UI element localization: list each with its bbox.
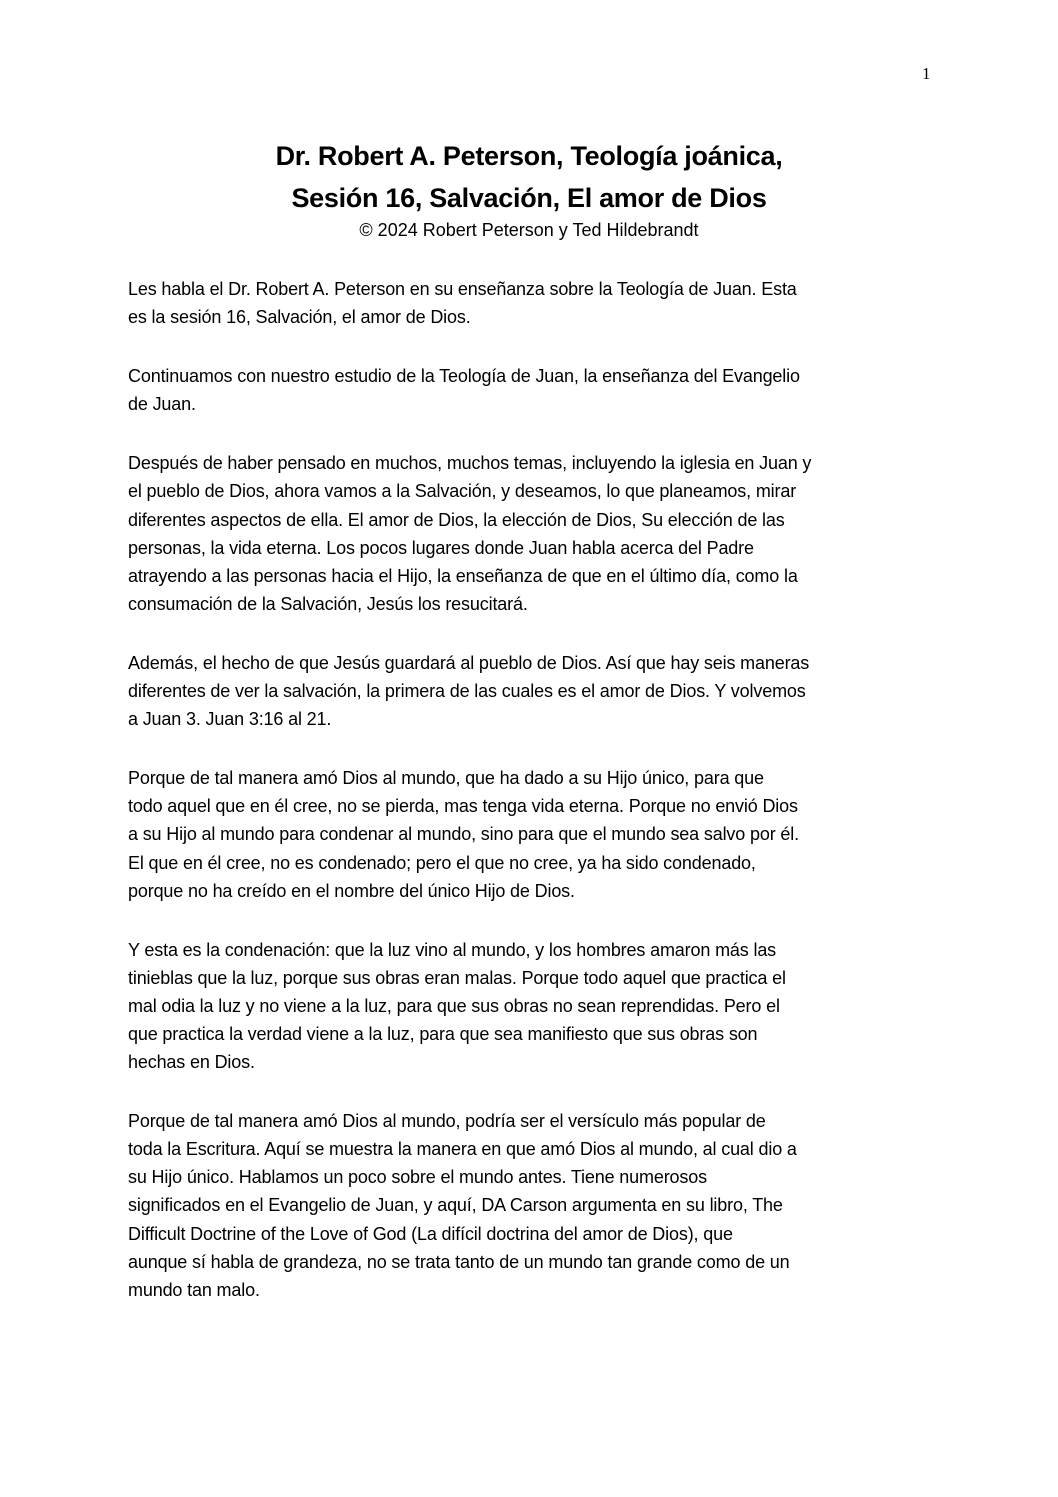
- text-line: todo aquel que en él cree, no se pierda, mas tenga vida eterna. Porque no envió Dios: [128, 796, 798, 817]
- text-line: tinieblas que la luz, porque sus obras eran malas. Porque todo aquel que practica el: [128, 967, 786, 988]
- page-number: 1: [922, 64, 931, 83]
- text-line: Les habla el Dr. Robert A. Peterson en su enseñanza sobre la Teología de Juan. Esta: [128, 279, 797, 299]
- text-line: Y esta es la condenación: que la luz vino al mundo, y los hombres amaron más las: [128, 939, 777, 960]
- text-line: el pueblo de Dios, ahora vamos a la Salvación, y deseamos, lo que planeamos, mirar: [128, 481, 797, 502]
- paragraph: [128, 275, 928, 331]
- paragraph: [128, 649, 928, 733]
- text-line: porque no ha creído en el nombre del único Hijo de Dios.: [128, 880, 575, 901]
- text-line: diferentes de ver la salvación, la primera de las cuales es el amor de Dios. Y volvemos: [128, 681, 806, 702]
- paragraph: [128, 449, 928, 618]
- paragraph: [128, 936, 928, 1076]
- text-line: hechas en Dios.: [128, 1052, 255, 1073]
- text-line: Además, el hecho de que Jesús guardará al pueblo de Dios. Así que hay seis maneras: [128, 652, 810, 673]
- text-line: Porque de tal manera amó Dios al mundo, que ha dado a su Hijo único, para que: [128, 768, 764, 789]
- text-line: Continuamos con nuestro estudio de la Teología de Juan, la enseñanza del Evangelio: [128, 366, 800, 387]
- text-line: consumación de la Salvación, Jesús los resucitará.: [128, 593, 528, 614]
- text-line: significados en el Evangelio de Juan, y aquí, DA Carson argumenta en su libro, The: [128, 1195, 783, 1216]
- text-line: es la sesión 16, Salvación, el amor de Dios.: [128, 307, 471, 328]
- text-line: diferentes aspectos de ella. El amor de Dios, la elección de Dios, Su elección de las: [128, 509, 785, 530]
- text-line: mundo tan malo.: [128, 1279, 260, 1300]
- text-line: aunque sí habla de grandeza, no se trata tanto de un mundo tan grande como de un: [128, 1251, 790, 1272]
- copyright-line: © 2024 Robert Peterson y Ted Hildebrandt: [359, 220, 699, 240]
- text-line: de Juan.: [128, 394, 196, 415]
- paragraph: [128, 1107, 928, 1304]
- text-line: que practica la verdad viene a la luz, para que sea manifiesto que sus obras son: [128, 1023, 758, 1044]
- title-line: Dr. Robert A. Peterson, Teología joánica,: [275, 141, 783, 171]
- text-line: a su Hijo al mundo para condenar al mundo, sino para que el mundo sea salvo por él.: [128, 824, 799, 845]
- title-line: Sesión 16, Salvación, El amor de Dios: [291, 183, 767, 213]
- document-body: [128, 275, 928, 1335]
- paragraph: [128, 764, 928, 904]
- text-line: Después de haber pensado en muchos, muchos temas, incluyendo la iglesia en Juan y: [128, 453, 812, 474]
- text-line: a Juan 3. Juan 3:16 al 21.: [128, 709, 332, 730]
- text-line: Difficult Doctrine of the Love of God (La difícil doctrina del amor de Dios), que: [128, 1223, 733, 1244]
- text-line: toda la Escritura. Aquí se muestra la manera en que amó Dios al mundo, al cual dio a: [128, 1139, 797, 1160]
- text-line: personas, la vida eterna. Los pocos lugares donde Juan habla acerca del Padre: [128, 537, 754, 558]
- text-line: Porque de tal manera amó Dios al mundo, podría ser el versículo más popular de: [128, 1111, 766, 1132]
- text-line: mal odia la luz y no viene a la luz, para que sus obras no sean reprendidas. Pero el: [128, 995, 780, 1016]
- text-line: El que en él cree, no es condenado; pero el que no cree, ya ha sido condenado,: [128, 852, 756, 873]
- text-line: atrayendo a las personas hacia el Hijo, la enseñanza de que en el último día, como la: [128, 565, 798, 586]
- paragraph: [128, 362, 928, 418]
- text-line: su Hijo único. Hablamos un poco sobre el mundo antes. Tiene numerosos: [128, 1167, 707, 1188]
- document-title: [0, 135, 1058, 219]
